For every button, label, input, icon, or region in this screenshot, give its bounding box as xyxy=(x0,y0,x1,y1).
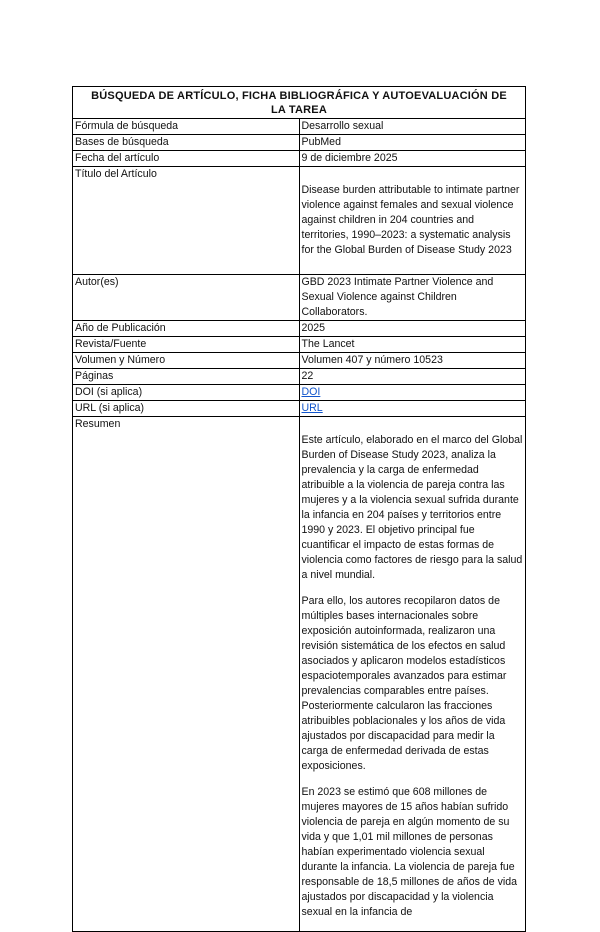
table-row-volumen xyxy=(73,353,526,369)
table-row-bases xyxy=(73,135,526,151)
row-value xyxy=(299,385,526,401)
row-label: Fecha del artículo xyxy=(73,151,300,167)
row-label: Bases de búsqueda xyxy=(73,135,300,151)
row-label: Revista/Fuente xyxy=(73,337,300,353)
table-row-titulo xyxy=(73,167,526,275)
row-value: 9 de diciembre 2025 xyxy=(299,151,526,167)
resumen-paragraph-1: Este artículo, elaborado en el marco del Global Burden of Disease Study 2023, analiza la prevalencia y la carga de enfermedad atribuible a la violencia de pareja contra las mujeres y a la violencia sexual sufrida durante la infancia en 204 países y territorios entre 1990 y 2023. El objetivo principal fue cuantificar el impacto de estas formas de violencia como factores de riesgo para la salud a nivel mundial. xyxy=(301,434,523,581)
resumen-paragraph-2: Para ello, los autores recopilaron datos de múltiples bases internacionales sobre exposición autoinformada, realizaron una revisión sistemática de los efectos en salud asociados y aplicaron modelos estadísticos espaciotemporales avanzados para estimar prevalencias comparables entre países. Posteriormente calcularon las fracciones atribuibles poblacionales y los años de vida ajustados por discapacidad para medir la carga de enfermedad derivada de estas exposiciones. xyxy=(301,595,507,772)
row-value xyxy=(299,401,526,417)
table-row-autores xyxy=(73,275,526,321)
table-row-resumen xyxy=(73,417,526,932)
doi-link[interactable]: DOI xyxy=(301,386,321,398)
table-row-fecha xyxy=(73,151,526,167)
table-row-paginas xyxy=(73,369,526,385)
table-row-url xyxy=(73,401,526,417)
row-label: Volumen y Número xyxy=(73,353,300,369)
row-value xyxy=(299,167,526,275)
row-value: PubMed xyxy=(299,135,526,151)
resumen-paragraph-3: En 2023 se estimó que 608 millones de mujeres mayores de 15 años habían sufrido violencia de pareja en algún momento de su vida y que 1,01 mil millones de personas habían experimentado violencia sexual durante la infancia. La violencia de pareja fue responsable de 18,5 millones de años de vida ajustados por discapacidad y la violencia sexual en la infancia de xyxy=(301,786,518,918)
row-label: DOI (si aplica) xyxy=(73,385,300,401)
row-value: Desarrollo sexual xyxy=(299,119,526,135)
row-label: Fórmula de búsqueda xyxy=(73,119,300,135)
row-label: Autor(es) xyxy=(73,275,300,321)
row-label: Año de Publicación xyxy=(73,321,300,337)
row-value: 22 xyxy=(299,369,526,385)
table-row-doi xyxy=(73,385,526,401)
table-header-row xyxy=(73,87,526,119)
article-title-text: Disease burden attributable to intimate partner violence against females and sexual violence against children in 204 countries and territories, 1990–2023: a systematic analysis for the Global Burden of Disease Study 2023 xyxy=(301,184,520,256)
bibliographic-table xyxy=(72,86,526,932)
row-value xyxy=(299,417,526,932)
table-row-formula xyxy=(73,119,526,135)
row-label: Páginas xyxy=(73,369,300,385)
table-row-revista xyxy=(73,337,526,353)
row-label: URL (si aplica) xyxy=(73,401,300,417)
row-label: Resumen xyxy=(73,417,300,932)
document-page xyxy=(72,86,526,932)
url-link[interactable]: URL xyxy=(301,402,323,414)
table-title: BÚSQUEDA DE ARTÍCULO, FICHA BIBLIOGRÁFICA Y AUTOEVALUACIÓN DE LA TAREA xyxy=(73,87,526,119)
row-value: Volumen 407 y número 10523 xyxy=(299,353,526,369)
table-row-anio xyxy=(73,321,526,337)
row-value: GBD 2023 Intimate Partner Violence and Sexual Violence against Children Collaborators. xyxy=(299,275,526,321)
row-value: 2025 xyxy=(299,321,526,337)
row-value: The Lancet xyxy=(299,337,526,353)
row-label: Título del Artículo xyxy=(73,167,300,275)
